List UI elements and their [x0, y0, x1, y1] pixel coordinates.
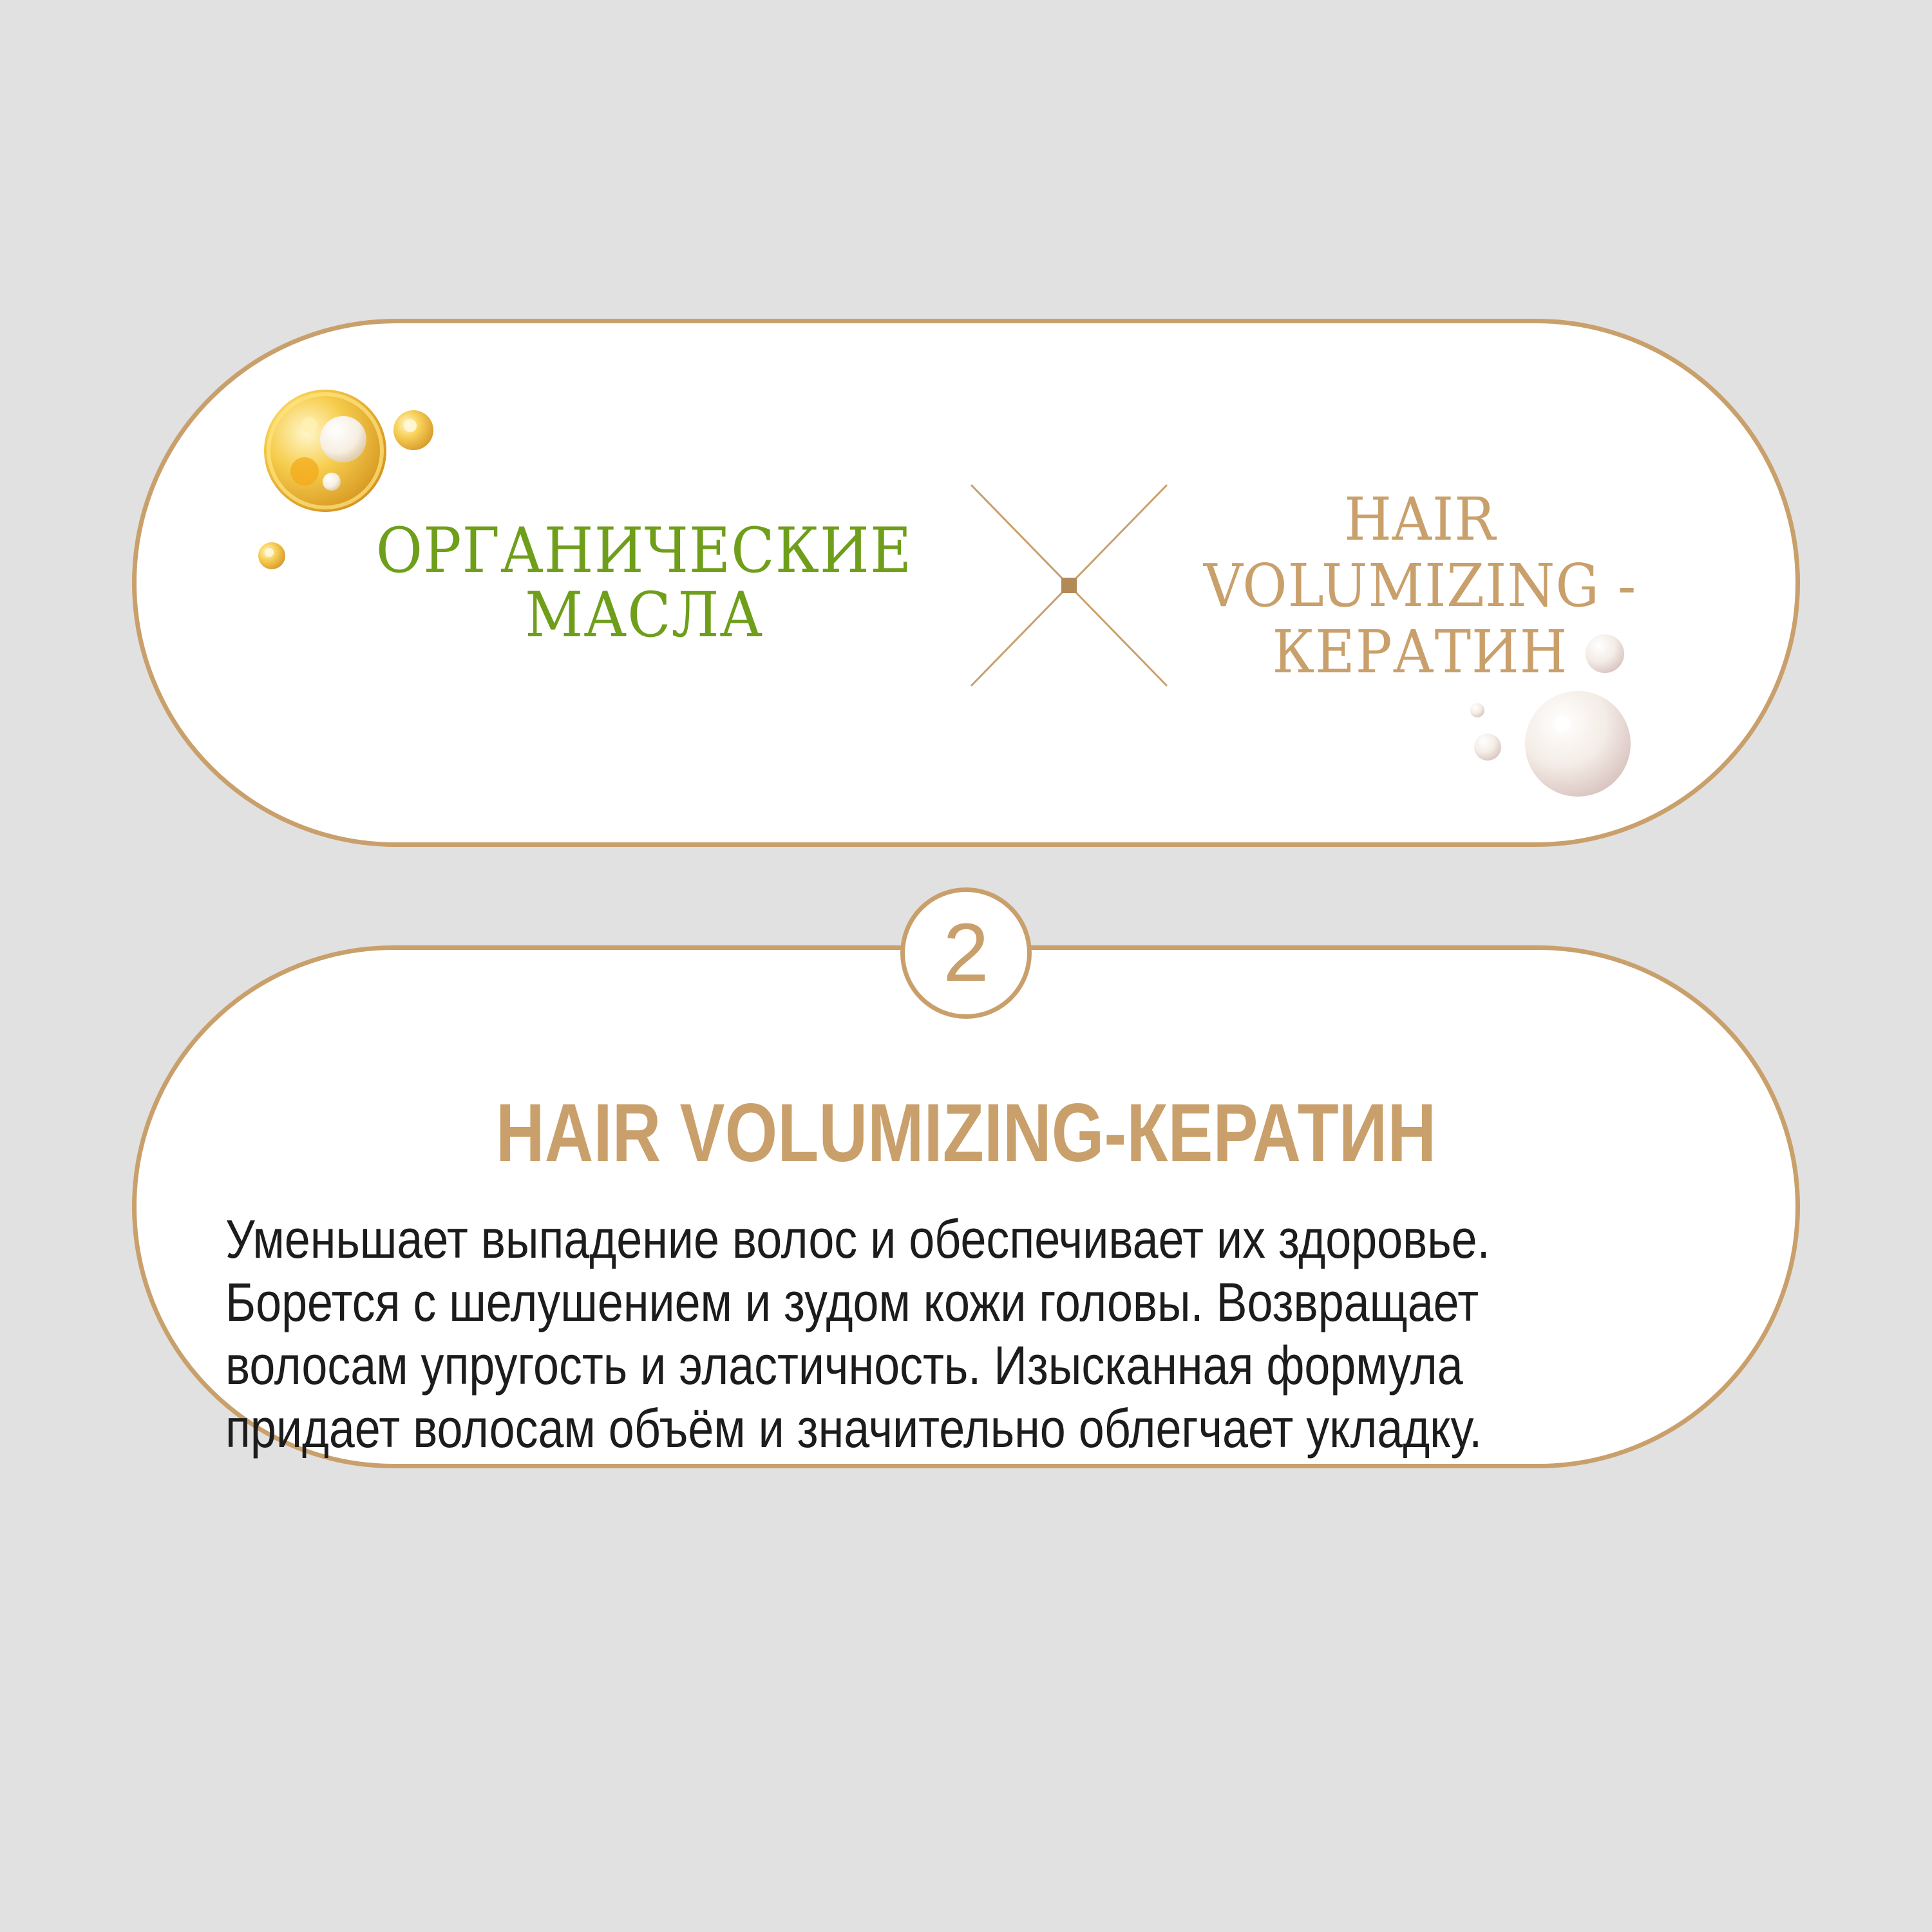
step-number: 2 — [943, 907, 989, 999]
description-line-2: Борется с шелушением и зудом кожи головы. Возвращает — [225, 1272, 1479, 1332]
pearl-small-left — [1474, 734, 1501, 761]
pearl-top-right — [1586, 634, 1624, 673]
left-label-line-1: ОРГАНИЧЕСКИЕ — [375, 515, 913, 587]
description-line-1: Уменьшает выпадение волос и обеспечивает их здоровье. — [225, 1209, 1490, 1269]
section-heading: HAIR VOLUMIZING-КЕРАТИН — [495, 1087, 1437, 1179]
right-label-line-2: VOLUMIZING - — [1203, 551, 1637, 620]
cross-divider-icon — [960, 480, 1179, 692]
pearl-large — [1525, 691, 1631, 797]
description-line-3: волосам упругость и эластичность. Изысканная формула — [225, 1335, 1463, 1396]
step-badge — [900, 887, 1032, 1019]
organic-oils-label — [372, 515, 916, 651]
right-label-line-1: HAIR — [1344, 485, 1496, 554]
description — [225, 1208, 1492, 1460]
pearl-tiny — [1470, 703, 1484, 717]
pearls-icon — [1459, 628, 1639, 802]
description-line-4: придает волосам объём и значительно облегчает укладку. — [225, 1398, 1482, 1459]
left-label-line-2: МАСЛА — [524, 579, 764, 651]
right-label-line-3: КЕРАТИН — [1272, 618, 1568, 687]
